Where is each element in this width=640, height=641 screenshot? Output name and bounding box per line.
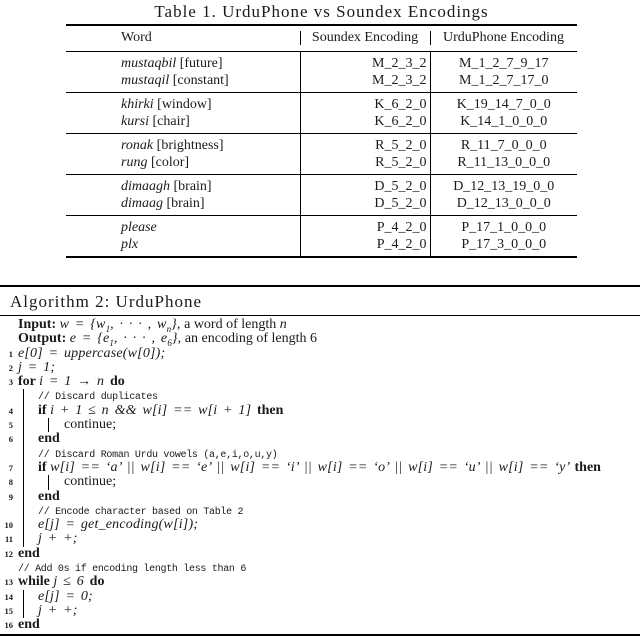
code-segment: }, bbox=[171, 317, 181, 332]
code-segment: , · · · , e bbox=[113, 331, 168, 347]
word-text: ronak bbox=[121, 138, 154, 153]
table-caption: Table 1. UrduPhone vs Soundex Encodings bbox=[154, 2, 489, 21]
table-row bbox=[66, 236, 577, 257]
encoding-table bbox=[66, 24, 577, 258]
table-row bbox=[66, 113, 577, 134]
line-number: 5 bbox=[8, 420, 13, 431]
code-segment: then bbox=[574, 459, 601, 475]
code-segment: i + 1 ≤ n && w[i] == w[i + 1] bbox=[50, 402, 257, 418]
table-row bbox=[66, 72, 577, 93]
code-segment: }, bbox=[171, 331, 182, 347]
code-text bbox=[18, 331, 318, 349]
block-rule bbox=[23, 389, 24, 403]
word-cell bbox=[66, 236, 300, 257]
code-text bbox=[38, 432, 60, 446]
code-segment: j + +; bbox=[38, 602, 78, 618]
word-text: dimaag bbox=[121, 196, 163, 211]
line-number: 13 bbox=[4, 577, 13, 588]
word-text: please bbox=[121, 220, 157, 235]
algo-line-11 bbox=[0, 532, 640, 546]
line-number: 8 bbox=[8, 477, 13, 488]
soundex-cell: D_5_2_0 bbox=[300, 175, 430, 196]
algorithm-2-section bbox=[0, 285, 640, 636]
line-number: 4 bbox=[8, 405, 13, 416]
code-text bbox=[38, 404, 283, 418]
code-segment: j ≤ 6 bbox=[53, 574, 90, 590]
code-segment: continue; bbox=[64, 417, 117, 433]
code-segment: end bbox=[18, 617, 40, 633]
table-body bbox=[66, 52, 577, 258]
soundex-cell: R_5_2_0 bbox=[300, 134, 430, 155]
algorithm-bottom-rule bbox=[0, 634, 640, 636]
urduphone-cell: R_11_7_0_0_0 bbox=[430, 134, 577, 155]
word-text: khirki bbox=[121, 97, 154, 112]
algo-line-13 bbox=[0, 575, 640, 589]
code-segment: a word of length bbox=[180, 317, 280, 332]
code-text bbox=[18, 375, 125, 389]
code-segment: 1 bbox=[109, 338, 114, 349]
line-number: 2 bbox=[8, 362, 13, 373]
soundex-cell: P_4_2_0 bbox=[300, 236, 430, 257]
algo-line-6 bbox=[0, 432, 640, 446]
table-row bbox=[66, 175, 577, 196]
algo-line-16 bbox=[0, 618, 640, 632]
urduphone-cell: K_14_1_0_0_0 bbox=[430, 113, 577, 134]
algo-comment-line bbox=[0, 447, 640, 461]
table-1-section bbox=[66, 2, 577, 258]
code-segment: continue; bbox=[64, 474, 117, 490]
code-segment: Output: bbox=[18, 331, 70, 347]
code-segment: do bbox=[109, 374, 125, 390]
soundex-cell: R_5_2_0 bbox=[300, 154, 430, 175]
word-gloss: [brain] bbox=[163, 196, 205, 211]
code-segment: for bbox=[18, 374, 40, 390]
code-segment: i = 1 → n bbox=[39, 374, 110, 390]
word-gloss: [chair] bbox=[149, 114, 190, 129]
table-row bbox=[66, 134, 577, 155]
comment-text: // Add 0s if encoding length less than 6 bbox=[18, 564, 247, 576]
code-segment: do bbox=[89, 574, 105, 590]
word-text: dimaagh bbox=[121, 179, 170, 194]
line-number: 12 bbox=[4, 548, 13, 559]
soundex-cell: D_5_2_0 bbox=[300, 195, 430, 216]
block-rule bbox=[23, 404, 24, 418]
line-number: 7 bbox=[8, 462, 13, 473]
table-row bbox=[66, 195, 577, 216]
block-rule bbox=[48, 418, 49, 432]
algo-io-line bbox=[0, 318, 640, 332]
urduphone-cell: D_12_13_0_0_0 bbox=[430, 195, 577, 216]
code-text bbox=[38, 590, 93, 604]
urduphone-cell: P_17_3_0_0_0 bbox=[430, 236, 577, 257]
col-header-urduphone: UrduPhone Encoding bbox=[430, 25, 577, 52]
code-segment: end bbox=[38, 431, 60, 447]
code-segment: e[j] = get_encoding(w[i]); bbox=[38, 517, 199, 533]
code-segment: Input: bbox=[18, 317, 60, 332]
code-segment: an encoding of length 6 bbox=[181, 331, 318, 347]
code-segment: 1 bbox=[105, 323, 111, 334]
block-rule bbox=[23, 418, 24, 432]
code-text bbox=[18, 618, 40, 632]
soundex-cell: M_2_3_2 bbox=[300, 72, 430, 93]
code-text bbox=[18, 575, 104, 589]
algorithm-body bbox=[0, 316, 640, 633]
word-cell bbox=[66, 113, 300, 134]
soundex-cell: K_6_2_0 bbox=[300, 113, 430, 134]
line-number: 10 bbox=[4, 520, 13, 531]
algo-line-5 bbox=[0, 418, 640, 432]
line-number: 9 bbox=[8, 491, 13, 502]
code-segment: e[j] = 0; bbox=[38, 588, 93, 604]
algo-io-line bbox=[0, 331, 640, 349]
word-cell bbox=[66, 175, 300, 196]
algo-comment-line bbox=[0, 561, 640, 575]
code-text bbox=[38, 461, 601, 475]
algo-line-10 bbox=[0, 518, 640, 532]
urduphone-cell: M_1_2_7_17_0 bbox=[430, 72, 577, 93]
block-rule bbox=[23, 461, 24, 475]
code-text bbox=[38, 518, 198, 532]
soundex-cell: K_6_2_0 bbox=[300, 93, 430, 114]
block-rule bbox=[23, 490, 24, 504]
code-segment: e = {e bbox=[69, 331, 110, 347]
algorithm-title: Algorithm 2: UrduPhone bbox=[0, 285, 640, 316]
code-text bbox=[18, 361, 55, 375]
word-cell bbox=[66, 195, 300, 216]
algo-line-15 bbox=[0, 604, 640, 618]
code-text bbox=[64, 475, 116, 489]
algo-line-14 bbox=[0, 590, 640, 604]
word-text: kursi bbox=[121, 114, 149, 129]
block-rule bbox=[23, 590, 24, 604]
word-text: mustaqbil bbox=[121, 56, 177, 71]
code-text bbox=[18, 347, 165, 361]
word-text: plx bbox=[121, 237, 139, 252]
urduphone-cell: M_1_2_7_9_17 bbox=[430, 52, 577, 73]
col-header-soundex: Soundex Encoding bbox=[300, 25, 430, 52]
urduphone-cell: D_12_13_19_0_0 bbox=[430, 175, 577, 196]
word-text: rung bbox=[121, 155, 148, 170]
algo-comment-line bbox=[0, 389, 640, 403]
table-row bbox=[66, 52, 577, 73]
code-segment: e[0] = uppercase(w[0]); bbox=[18, 345, 166, 361]
algo-line-8 bbox=[0, 475, 640, 489]
code-text bbox=[64, 418, 116, 432]
code-segment: w = {w bbox=[59, 317, 106, 332]
block-rule bbox=[23, 518, 24, 532]
word-gloss: [brain] bbox=[170, 179, 212, 194]
code-text bbox=[18, 547, 40, 561]
code-segment: 6 bbox=[167, 338, 172, 349]
code-segment: then bbox=[256, 402, 284, 418]
code-text bbox=[38, 604, 78, 618]
code-segment: n bbox=[166, 323, 172, 334]
urduphone-cell: K_19_14_7_0_0 bbox=[430, 93, 577, 114]
algo-line-4 bbox=[0, 404, 640, 418]
algo-line-9 bbox=[0, 490, 640, 504]
algo-line-3 bbox=[0, 375, 640, 389]
code-segment: j + +; bbox=[38, 531, 78, 547]
block-rule bbox=[23, 604, 24, 618]
line-number: 11 bbox=[4, 534, 13, 545]
col-header-word: Word bbox=[66, 25, 300, 52]
line-number: 1 bbox=[8, 348, 13, 359]
comment-text: // Encode character based on Table 2 bbox=[38, 506, 244, 518]
soundex-cell: P_4_2_0 bbox=[300, 216, 430, 237]
block-rule bbox=[23, 475, 24, 489]
urduphone-cell: P_17_1_0_0_0 bbox=[430, 216, 577, 237]
block-rule bbox=[23, 432, 24, 446]
word-cell bbox=[66, 93, 300, 114]
code-segment: end bbox=[18, 545, 40, 561]
code-segment: while bbox=[18, 574, 54, 590]
block-rule bbox=[48, 475, 49, 489]
table-row bbox=[66, 216, 577, 237]
algo-line-2 bbox=[0, 361, 640, 375]
soundex-cell: M_2_3_2 bbox=[300, 52, 430, 73]
line-number: 14 bbox=[4, 591, 13, 602]
word-gloss: [brightness] bbox=[153, 138, 224, 153]
word-cell bbox=[66, 154, 300, 175]
code-segment: w[i] == ‘a’ || w[i] == ‘e’ || w[i] == ‘i’ || w[i] == ‘o’ || w[i] == ‘u’ || w[i] == ‘y’ bbox=[50, 459, 575, 475]
line-number: 16 bbox=[4, 620, 13, 631]
line-number: 3 bbox=[8, 377, 13, 388]
code-segment: if bbox=[38, 402, 51, 418]
code-segment: n bbox=[279, 317, 287, 332]
algo-line-12 bbox=[0, 547, 640, 561]
urduphone-cell: R_11_13_0_0_0 bbox=[430, 154, 577, 175]
word-gloss: [constant] bbox=[169, 73, 229, 88]
code-text bbox=[38, 490, 60, 504]
comment-text: // Discard Roman Urdu vowels (a,e,i,o,u,y) bbox=[38, 449, 278, 461]
word-cell bbox=[66, 216, 300, 237]
code-segment: if bbox=[38, 459, 51, 475]
word-gloss: [color] bbox=[147, 155, 190, 170]
word-gloss: [future] bbox=[176, 56, 223, 71]
code-segment: j = 1; bbox=[18, 359, 56, 375]
word-gloss: [window] bbox=[153, 97, 212, 112]
code-segment: , · · · , w bbox=[110, 317, 167, 332]
word-cell bbox=[66, 134, 300, 155]
algo-comment-line bbox=[0, 504, 640, 518]
table-row bbox=[66, 93, 577, 114]
line-number: 6 bbox=[8, 434, 13, 445]
word-cell bbox=[66, 52, 300, 73]
code-text bbox=[18, 318, 287, 332]
table-header-row bbox=[66, 25, 577, 52]
word-text: mustaqil bbox=[121, 73, 170, 88]
table-row bbox=[66, 154, 577, 175]
block-rule bbox=[23, 504, 24, 518]
comment-text: // Discard duplicates bbox=[38, 392, 158, 404]
algo-line-7 bbox=[0, 461, 640, 475]
algo-line-1 bbox=[0, 347, 640, 361]
code-text bbox=[38, 532, 78, 546]
code-segment: end bbox=[38, 488, 60, 504]
line-number: 15 bbox=[4, 605, 13, 616]
word-cell bbox=[66, 72, 300, 93]
block-rule bbox=[23, 447, 24, 461]
block-rule bbox=[23, 532, 24, 546]
